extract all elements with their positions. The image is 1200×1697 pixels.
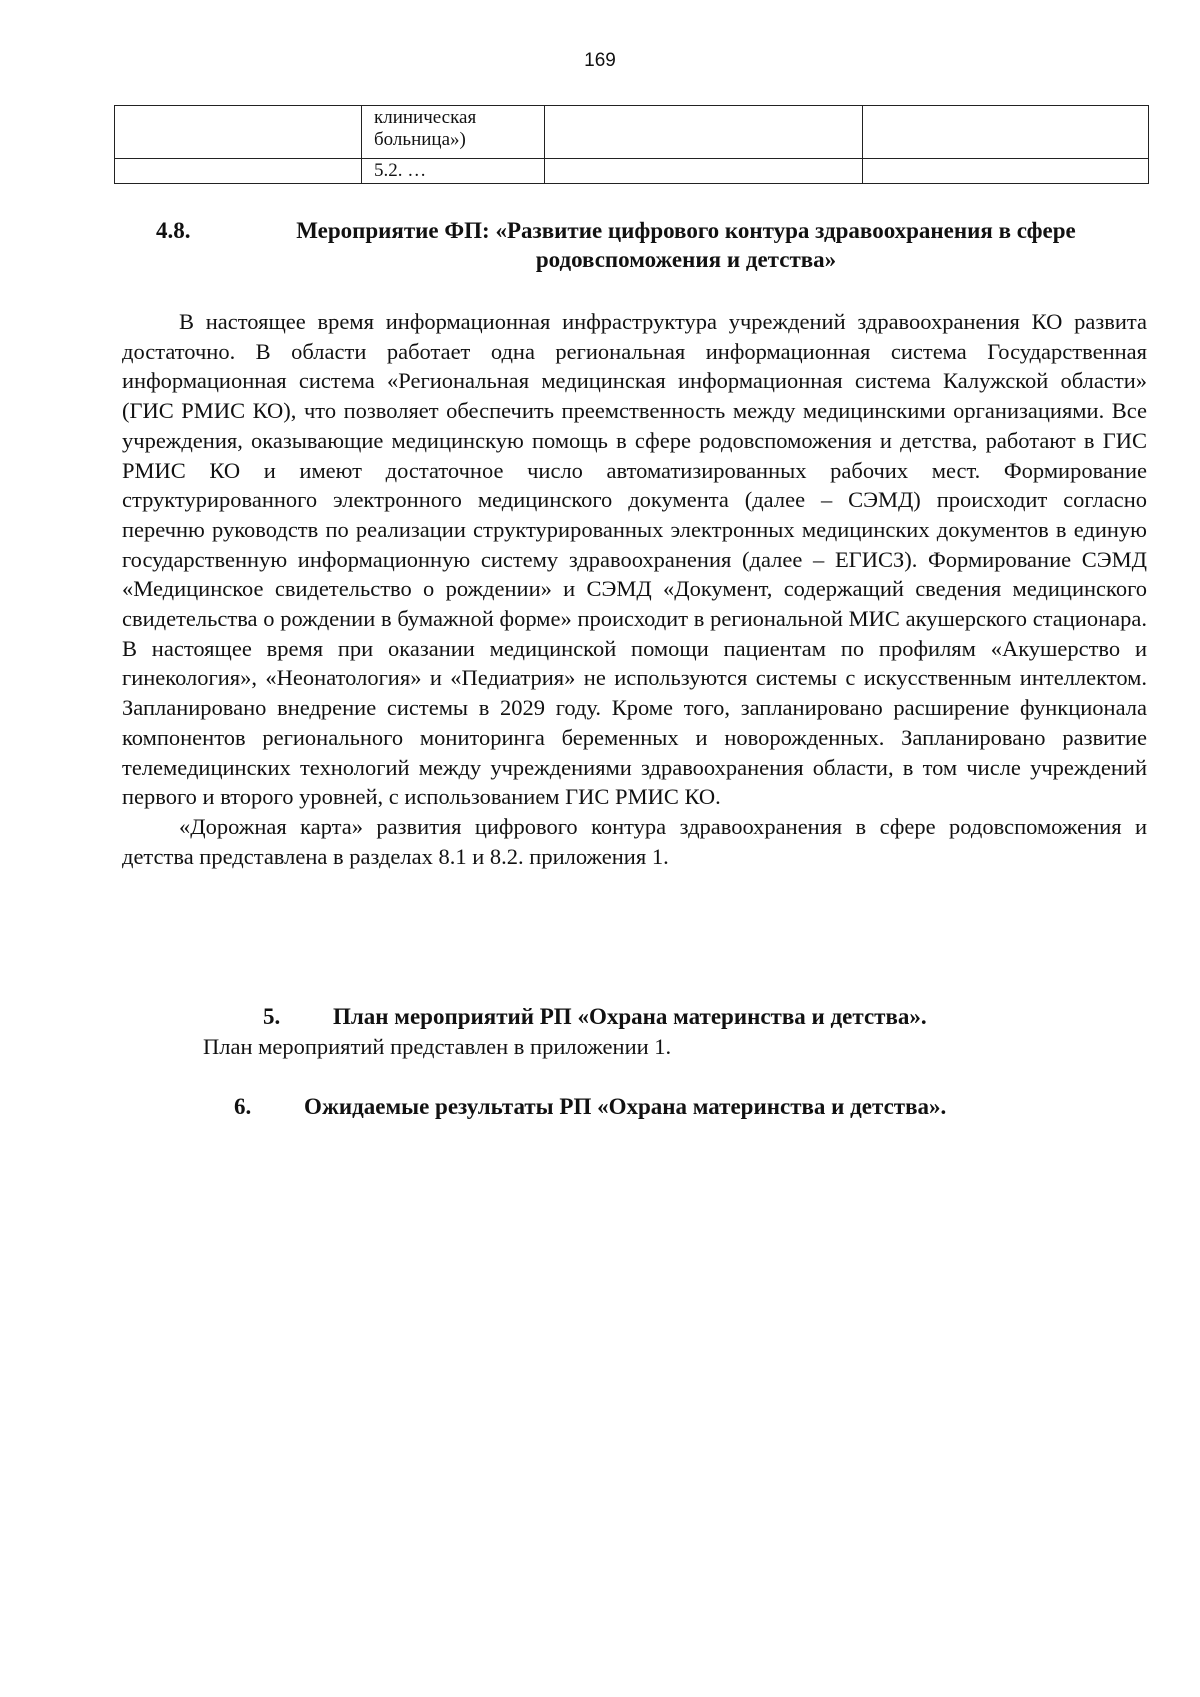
- paragraph: «Дорожная карта» развития цифрового контура здравоохранения в сфере родовспоможения и детства представлена в разделах 8.1 и 8.2. приложения 1.: [122, 813, 1147, 869]
- section-4-8-heading: [156, 216, 1146, 274]
- section-6-number: 6.: [234, 1094, 252, 1119]
- section-6-heading: [234, 1092, 946, 1121]
- section-5-note: План мероприятий представлен в приложении 1.: [203, 1034, 672, 1059]
- table-cell: [115, 159, 362, 184]
- section-5-number: 5.: [263, 1004, 281, 1029]
- table-cell-hospital: клиническая больница»): [362, 106, 545, 159]
- section-4-8-title: Мероприятие ФП: «Развитие цифрового контура здравоохранения в сфере родовспоможения и детства»: [296, 218, 1076, 272]
- table-row: [115, 106, 1149, 159]
- page-number: 169: [584, 50, 616, 71]
- section-6-title: Ожидаемые результаты РП «Охрана материнства и детства».: [304, 1094, 947, 1119]
- table-cell: [115, 106, 362, 159]
- table-cell: [863, 159, 1149, 184]
- table-fragment: [114, 105, 1149, 184]
- section-4-8-number: 4.8.: [156, 218, 191, 243]
- section-5-heading: [263, 1002, 927, 1031]
- section-5-title: План мероприятий РП «Охрана материнства и детства».: [333, 1004, 927, 1029]
- table-cell: [863, 106, 1149, 159]
- paragraph: В настоящее время информационная инфраструктура учреждений здравоохранения КО развита достаточно. В области работает одна региональная информационная система Государственная информационная система «Региональная медицинская информационная система Калужской области» (ГИС РМИС КО), что позволяет обеспечить преемственность между медицинскими организациями. Все учреждения, оказывающие медицинскую помощь в сфере родовспоможения и детства, работают в ГИС РМИС КО и имеют достаточное число автоматизированных рабочих мест. Формирование структурированного электронного медицинского документа (далее – СЭМД) происходит согласно перечню руководств по реализации структурированных электронных медицинских документов в единую государственную информационную систему здравоохранения (далее – ЕГИСЗ). Формирование СЭМД «Медицинское свидетельство о рождении» и СЭМД «Документ, содержащий сведения медицинского свидетельства о рождении в бумажной форме» происходит в региональной МИС акушерского стационара. В настоящее время при оказании медицинской помощи пациентам по профилям «Акушерство и гинекология», «Неонатология» и «Педиатрия» не используются системы с искусственным интеллектом. Запланировано внедрение системы в 2029 году. Кроме того, запланировано расширение функционала компонентов регионального мониторинга беременных и новорожденных. Запланировано развитие телемедицинских технологий между учреждениями здравоохранения области, в том числе учреждений первого и второго уровней, с использованием ГИС РМИС КО.: [122, 309, 1147, 810]
- table-row: [115, 159, 1149, 184]
- table-cell-item-number: 5.2. …: [362, 159, 545, 184]
- section-4-8-body: [122, 307, 1147, 871]
- table-cell: [545, 159, 863, 184]
- table-cell: [545, 106, 863, 159]
